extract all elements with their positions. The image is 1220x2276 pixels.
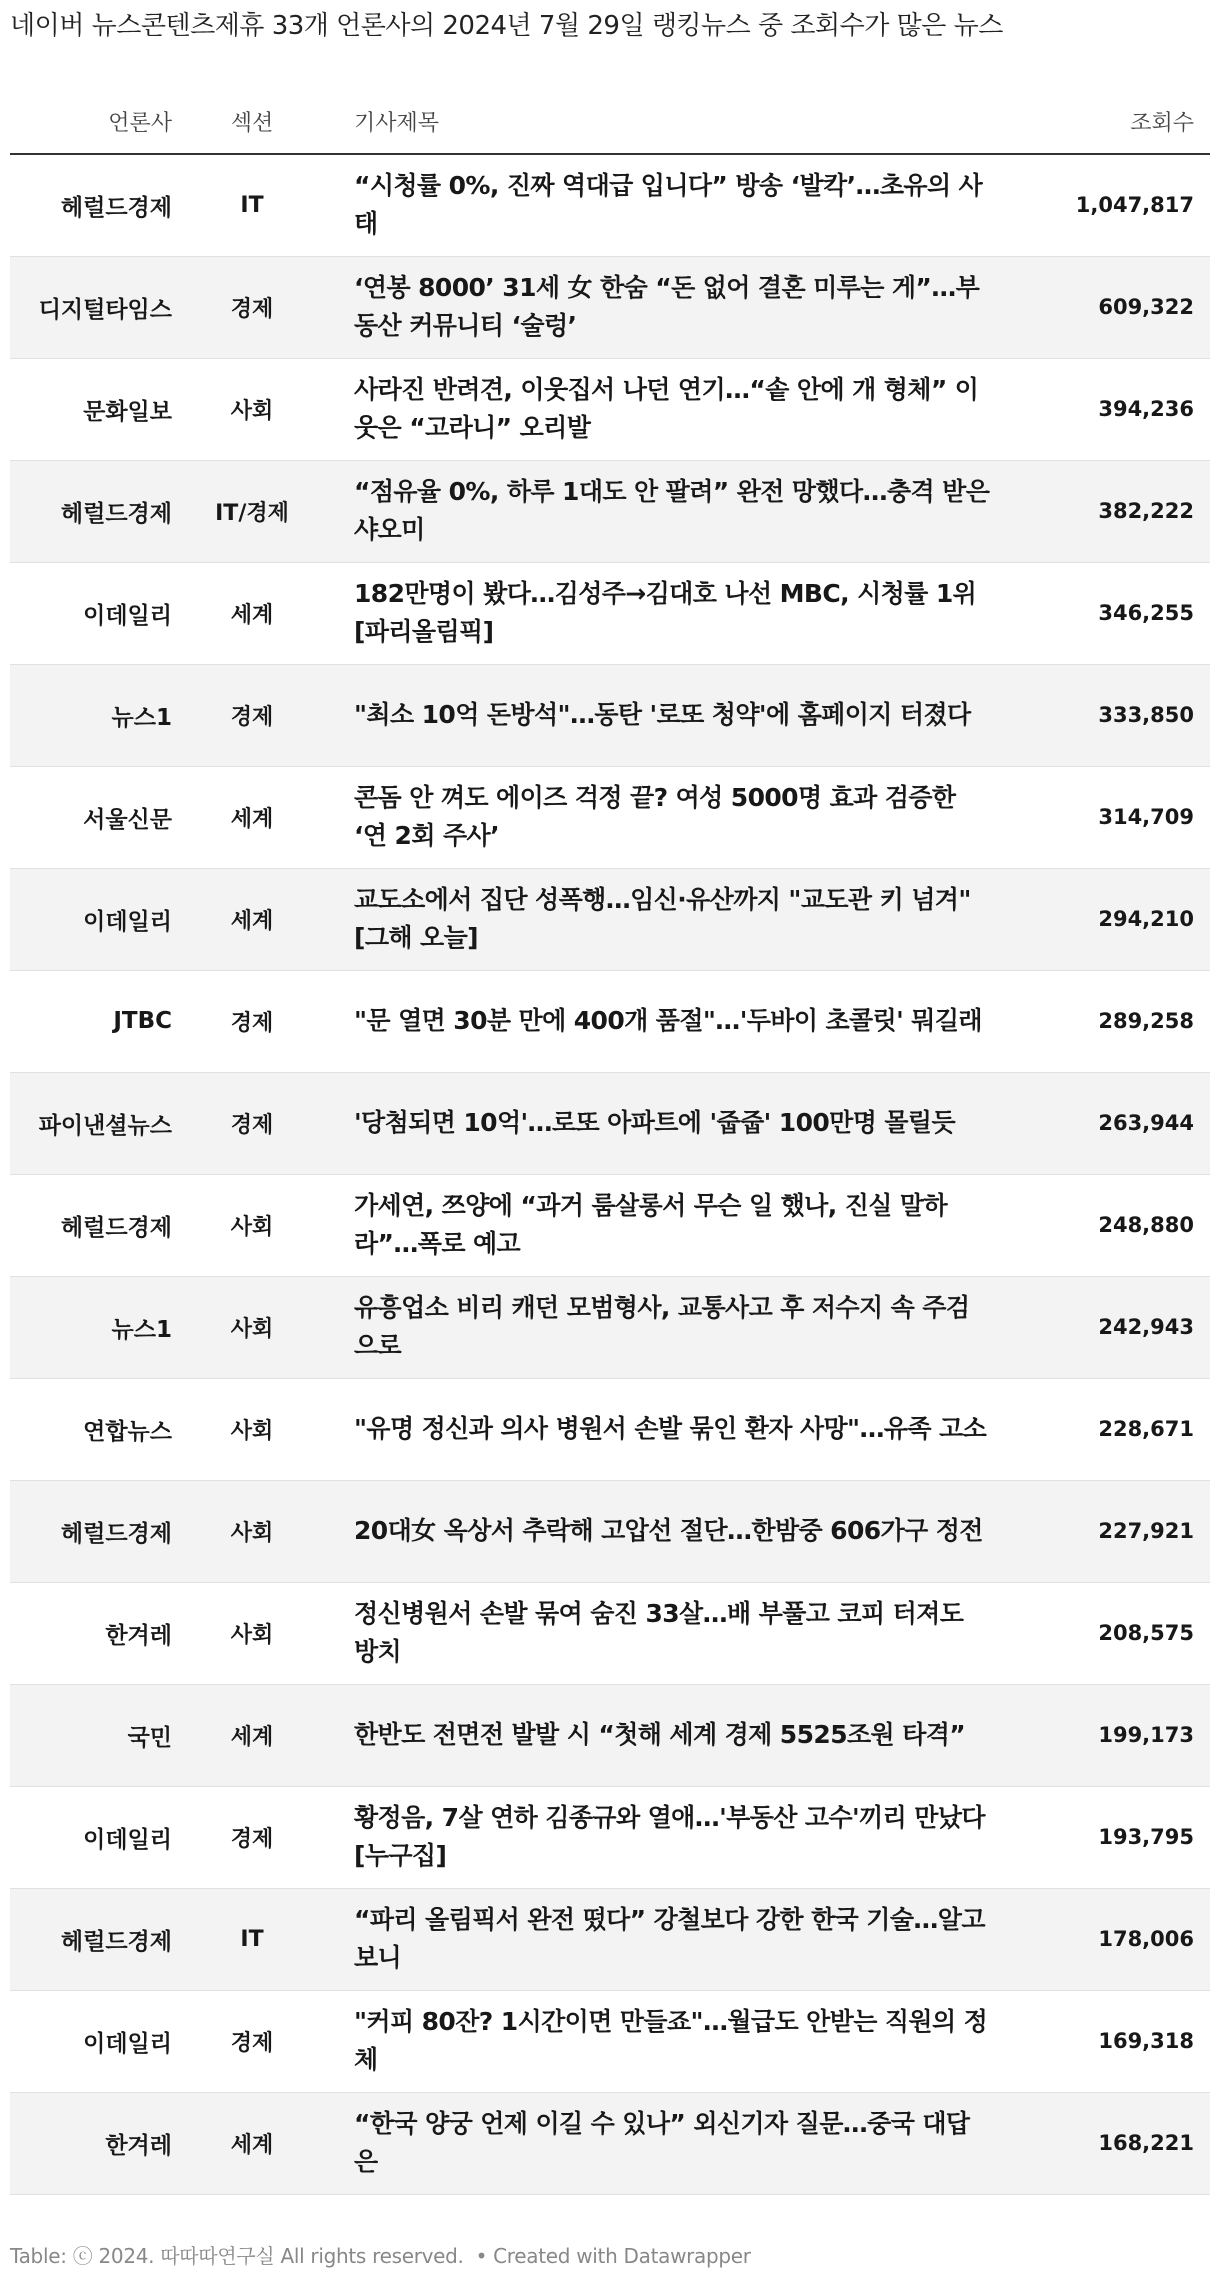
page-title: 네이버 뉴스콘텐츠제휴 33개 언론사의 2024년 7월 29일 랭킹뉴스 중 조회수가 많은 뉴스 bbox=[10, 11, 1003, 41]
views-cell: 314,709 bbox=[1012, 766, 1210, 868]
publisher-cell: 디지털타임스 bbox=[10, 256, 172, 358]
table-row bbox=[10, 868, 1210, 970]
publisher-cell: 헤럴드경제 bbox=[10, 460, 172, 562]
footer-credit: Table: ⓒ 2024. 따따따연구실 All rights reserved. bbox=[10, 2244, 464, 2268]
section-cell: 경제 bbox=[172, 970, 332, 1072]
section-cell: 세계 bbox=[172, 1684, 332, 1786]
views-cell: 199,173 bbox=[1012, 1684, 1210, 1786]
section-cell: 사회 bbox=[172, 1582, 332, 1684]
views-cell: 169,318 bbox=[1012, 1990, 1210, 2092]
publisher-cell: 헤럴드경제 bbox=[10, 154, 172, 256]
publisher-cell: 국민 bbox=[10, 1684, 172, 1786]
publisher-cell: 이데일리 bbox=[10, 1990, 172, 2092]
headline-cell: 182만명이 봤다…김성주→김대호 나선 MBC, 시청률 1위[파리올림픽] bbox=[332, 562, 1012, 664]
publisher-cell: 연합뉴스 bbox=[10, 1378, 172, 1480]
table-row bbox=[10, 1990, 1210, 2092]
publisher-cell: 파이낸셜뉴스 bbox=[10, 1072, 172, 1174]
table-row bbox=[10, 154, 1210, 256]
views-cell: 346,255 bbox=[1012, 562, 1210, 664]
views-cell: 193,795 bbox=[1012, 1786, 1210, 1888]
section-cell: 사회 bbox=[172, 1276, 332, 1378]
header-row bbox=[10, 90, 1210, 154]
column-header-views[interactable]: 조회수 bbox=[1012, 90, 1210, 154]
views-cell: 382,222 bbox=[1012, 460, 1210, 562]
section-cell: IT/경제 bbox=[172, 460, 332, 562]
table-row bbox=[10, 766, 1210, 868]
table-row bbox=[10, 256, 1210, 358]
publisher-cell: 헤럴드경제 bbox=[10, 1888, 172, 1990]
publisher-cell: 헤럴드경제 bbox=[10, 1480, 172, 1582]
publisher-cell: 뉴스1 bbox=[10, 664, 172, 766]
headline-cell: 한반도 전면전 발발 시 “첫해 세계 경제 5525조원 타격” bbox=[332, 1684, 1012, 1786]
publisher-cell: 이데일리 bbox=[10, 562, 172, 664]
footer-datawrapper-link[interactable]: Created with Datawrapper bbox=[493, 2244, 751, 2268]
section-cell: 세계 bbox=[172, 562, 332, 664]
section-cell: 세계 bbox=[172, 2092, 332, 2194]
table-row bbox=[10, 1888, 1210, 1990]
headline-cell: 사라진 반려견, 이웃집서 나던 연기…“솥 안에 개 형체” 이웃은 “고라니” 오리발 bbox=[332, 358, 1012, 460]
section-cell: 세계 bbox=[172, 766, 332, 868]
headline-cell: “시청률 0%, 진짜 역대급 입니다” 방송 ‘발칵’…초유의 사태 bbox=[332, 154, 1012, 256]
section-cell: 세계 bbox=[172, 868, 332, 970]
headline-cell: 교도소에서 집단 성폭행…임신·유산까지 "교도관 키 넘겨" [그해 오늘] bbox=[332, 868, 1012, 970]
publisher-cell: JTBC bbox=[10, 970, 172, 1072]
table-row bbox=[10, 1072, 1210, 1174]
column-header-publisher[interactable]: 언론사 bbox=[10, 90, 172, 154]
headline-cell: 정신병원서 손발 묶여 숨진 33살…배 부풀고 코피 터져도 방치 bbox=[332, 1582, 1012, 1684]
publisher-cell: 한겨레 bbox=[10, 2092, 172, 2194]
table-row bbox=[10, 562, 1210, 664]
views-cell: 294,210 bbox=[1012, 868, 1210, 970]
headline-cell: "유명 정신과 의사 병원서 손발 묶인 환자 사망"…유족 고소 bbox=[332, 1378, 1012, 1480]
publisher-cell: 한겨레 bbox=[10, 1582, 172, 1684]
table-row bbox=[10, 1174, 1210, 1276]
publisher-cell: 헤럴드경제 bbox=[10, 1174, 172, 1276]
views-cell: 227,921 bbox=[1012, 1480, 1210, 1582]
headline-cell: 황정음, 7살 연하 김종규와 열애…'부동산 고수'끼리 만났다[누구집] bbox=[332, 1786, 1012, 1888]
views-cell: 168,221 bbox=[1012, 2092, 1210, 2194]
headline-cell: 콘돔 안 껴도 에이즈 걱정 끝? 여성 5000명 효과 검증한 ‘연 2회 주사’ bbox=[332, 766, 1012, 868]
section-cell: IT bbox=[172, 154, 332, 256]
views-cell: 248,880 bbox=[1012, 1174, 1210, 1276]
section-cell: 사회 bbox=[172, 358, 332, 460]
headline-cell: "문 열면 30분 만에 400개 품절"…'두바이 초콜릿' 뭐길래 bbox=[332, 970, 1012, 1072]
headline-cell: “한국 양궁 언제 이길 수 있나” 외신기자 질문…중국 대답은 bbox=[332, 2092, 1012, 2194]
publisher-cell: 이데일리 bbox=[10, 1786, 172, 1888]
table-row bbox=[10, 2092, 1210, 2194]
table-row bbox=[10, 1684, 1210, 1786]
headline-cell: ‘연봉 8000’ 31세 女 한숨 “돈 없어 결혼 미루는 게”…부동산 커뮤니티 ‘술렁’ bbox=[332, 256, 1012, 358]
table-row bbox=[10, 970, 1210, 1072]
publisher-cell: 뉴스1 bbox=[10, 1276, 172, 1378]
views-cell: 289,258 bbox=[1012, 970, 1210, 1072]
column-header-section[interactable]: 섹션 bbox=[172, 90, 332, 154]
section-cell: 경제 bbox=[172, 664, 332, 766]
section-cell: IT bbox=[172, 1888, 332, 1990]
publisher-cell: 서울신문 bbox=[10, 766, 172, 868]
section-cell: 사회 bbox=[172, 1480, 332, 1582]
table-row bbox=[10, 664, 1210, 766]
views-cell: 394,236 bbox=[1012, 358, 1210, 460]
headline-cell: “점유율 0%, 하루 1대도 안 팔려” 완전 망했다…충격 받은 샤오미 bbox=[332, 460, 1012, 562]
section-cell: 사회 bbox=[172, 1174, 332, 1276]
table-row bbox=[10, 1480, 1210, 1582]
views-cell: 208,575 bbox=[1012, 1582, 1210, 1684]
headline-cell: '당첨되면 10억'…로또 아파트에 '줍줍' 100만명 몰릴듯 bbox=[332, 1072, 1012, 1174]
table-body bbox=[10, 154, 1210, 2194]
views-cell: 333,850 bbox=[1012, 664, 1210, 766]
headline-cell: "최소 10억 돈방석"…동탄 '로또 청약'에 홈페이지 터졌다 bbox=[332, 664, 1012, 766]
section-cell: 사회 bbox=[172, 1378, 332, 1480]
views-cell: 609,322 bbox=[1012, 256, 1210, 358]
views-cell: 242,943 bbox=[1012, 1276, 1210, 1378]
headline-cell: 가세연, 쯔양에 “과거 룸살롱서 무슨 일 했나, 진실 말하라”…폭로 예고 bbox=[332, 1174, 1012, 1276]
column-header-headline[interactable]: 기사제목 bbox=[332, 90, 1012, 154]
views-cell: 1,047,817 bbox=[1012, 154, 1210, 256]
footer bbox=[10, 2240, 751, 2269]
section-cell: 경제 bbox=[172, 1990, 332, 2092]
section-cell: 경제 bbox=[172, 1786, 332, 1888]
publisher-cell: 이데일리 bbox=[10, 868, 172, 970]
views-cell: 178,006 bbox=[1012, 1888, 1210, 1990]
table-row bbox=[10, 1582, 1210, 1684]
table-row bbox=[10, 1276, 1210, 1378]
views-cell: 228,671 bbox=[1012, 1378, 1210, 1480]
ranking-table bbox=[10, 90, 1210, 2195]
footer-separator: • bbox=[475, 2244, 488, 2268]
publisher-cell: 문화일보 bbox=[10, 358, 172, 460]
headline-cell: “파리 올림픽서 완전 떴다” 강철보다 강한 한국 기술…알고보니 bbox=[332, 1888, 1012, 1990]
headline-cell: "커피 80잔? 1시간이면 만들죠"…월급도 안받는 직원의 정체 bbox=[332, 1990, 1012, 2092]
table-header bbox=[10, 90, 1210, 154]
headline-cell: 유흥업소 비리 캐던 모범형사, 교통사고 후 저수지 속 주검으로 bbox=[332, 1276, 1012, 1378]
table-row bbox=[10, 358, 1210, 460]
views-cell: 263,944 bbox=[1012, 1072, 1210, 1174]
headline-cell: 20대女 옥상서 추락해 고압선 절단…한밤중 606가구 정전 bbox=[332, 1480, 1012, 1582]
section-cell: 경제 bbox=[172, 256, 332, 358]
table-row bbox=[10, 1786, 1210, 1888]
section-cell: 경제 bbox=[172, 1072, 332, 1174]
table-row bbox=[10, 460, 1210, 562]
table-row bbox=[10, 1378, 1210, 1480]
